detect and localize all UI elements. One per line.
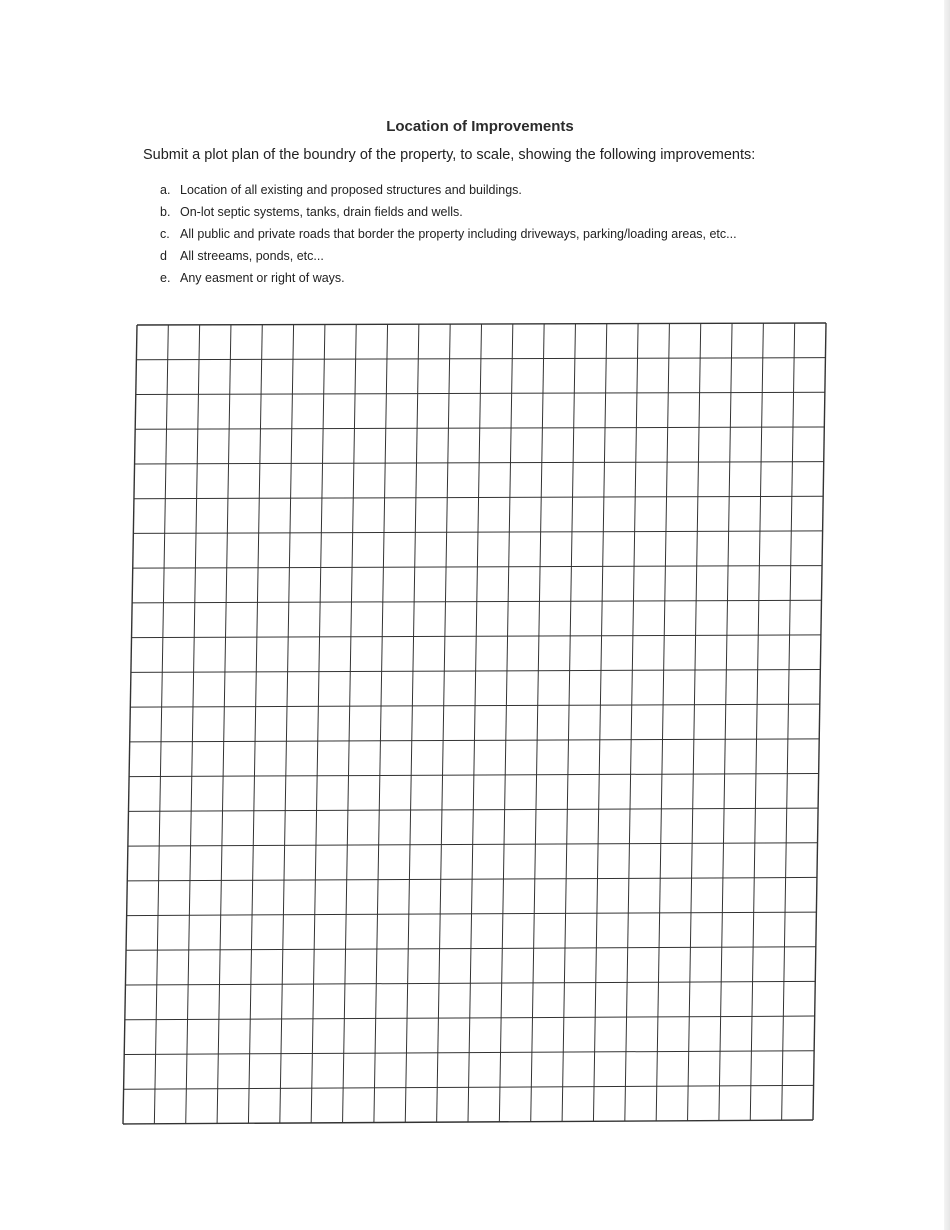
grid-line-vertical (688, 323, 701, 1120)
page-title: Location of Improvements (386, 118, 574, 135)
grid-border (123, 325, 137, 1124)
grid-line-vertical (656, 323, 669, 1120)
grid-border (137, 323, 826, 325)
list-marker: c. (160, 227, 170, 241)
grid-line-vertical (280, 325, 294, 1124)
grid-line-vertical (625, 324, 638, 1122)
list-item-text: Location of all existing and proposed structures and buildings. (180, 183, 522, 197)
grid-line-vertical (531, 324, 544, 1122)
grid-line-vertical (311, 324, 325, 1122)
list-item-text: On-lot septic systems, tanks, drain fields and wells. (180, 205, 463, 219)
list-marker: e. (160, 271, 171, 285)
grid-line-vertical (750, 323, 763, 1120)
grid-line-vertical (719, 323, 732, 1120)
grid-line-vertical (782, 323, 795, 1120)
grid-line-vertical (437, 324, 451, 1122)
grid-line-vertical (562, 324, 575, 1122)
grid-line-vertical (248, 325, 262, 1124)
list-marker: a. (160, 183, 171, 197)
grid-line-vertical (499, 324, 512, 1122)
grid-line-vertical (186, 325, 200, 1124)
grid-line-vertical (405, 324, 419, 1122)
grid-line-vertical (343, 324, 357, 1122)
grid-line-vertical (154, 325, 168, 1124)
grid-border (813, 323, 826, 1120)
intro-text: Submit a plot plan of the boundry of the property, to scale, showing the following improvements: (143, 147, 756, 163)
list-item-text: Any easment or right of ways. (180, 271, 345, 285)
grid-line-vertical (593, 324, 606, 1122)
list-item-text: All public and private roads that border the property including driveways, parking/loading areas, etc... (180, 227, 737, 241)
list-item-text: All streeams, ponds, etc... (180, 249, 324, 263)
list-marker: d (160, 249, 167, 263)
grid-line-vertical (217, 325, 231, 1124)
list-marker: b. (160, 205, 171, 219)
grid-line-vertical (468, 324, 482, 1122)
grid-line-vertical (374, 324, 388, 1122)
